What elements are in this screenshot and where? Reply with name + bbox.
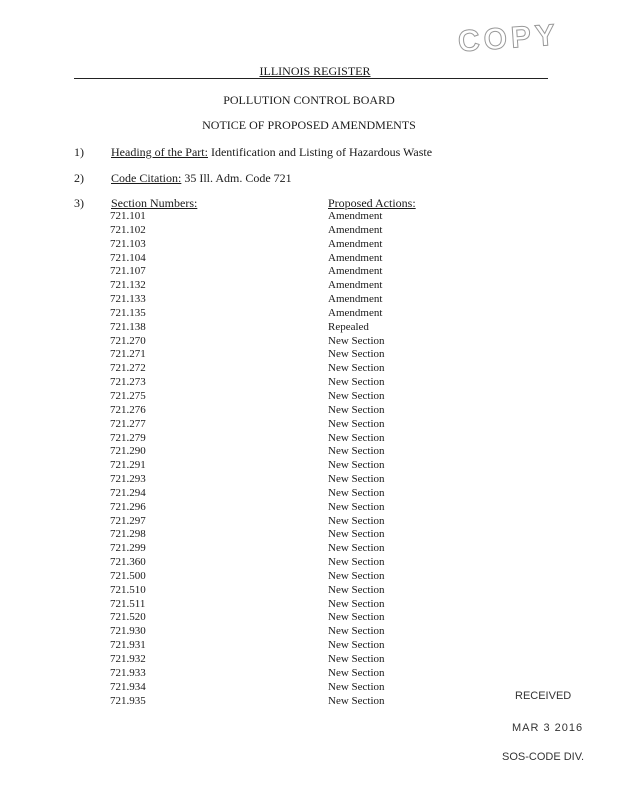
section-number: 721.298 [110, 528, 146, 541]
section-number: 721.270 [110, 334, 146, 347]
proposed-action: New Section [328, 459, 385, 472]
proposed-action: New Section [328, 680, 385, 693]
proposed-action: New Section [328, 431, 385, 444]
proposed-action: Amendment [328, 223, 383, 236]
item-number: 2) [74, 171, 84, 185]
section-number: 721.103 [110, 237, 146, 250]
section-number: 721.360 [110, 556, 146, 569]
code-citation-value: 35 Ill. Adm. Code 721 [181, 171, 292, 185]
table-row [110, 335, 430, 349]
table-row [110, 307, 430, 321]
section-number: 721.931 [110, 639, 146, 652]
section-number: 721.933 [110, 666, 146, 679]
section-number: 721.133 [110, 293, 146, 306]
table-row [110, 459, 430, 473]
table-row [110, 321, 430, 335]
table-row [110, 611, 430, 625]
section-number: 721.101 [110, 210, 146, 222]
table-row [110, 362, 430, 376]
proposed-action: New Section [328, 389, 385, 402]
notice-title: NOTICE OF PROPOSED AMENDMENTS [202, 118, 416, 132]
table-row [110, 681, 430, 695]
header-rule [74, 78, 548, 79]
section-number: 721.132 [110, 279, 146, 292]
proposed-action: New Section [328, 569, 385, 582]
proposed-action: New Section [328, 625, 385, 638]
section-number: 721.930 [110, 625, 146, 638]
table-row [110, 432, 430, 446]
table-row [110, 238, 430, 252]
section-number: 721.273 [110, 376, 146, 389]
item-number: 3) [74, 196, 84, 210]
table-row [110, 265, 430, 279]
proposed-actions-header: Proposed Actions: [328, 196, 416, 210]
table-row [110, 293, 430, 307]
section-number: 721.276 [110, 403, 146, 416]
table-row [110, 515, 430, 529]
proposed-action: New Section [328, 583, 385, 596]
proposed-action: New Section [328, 445, 385, 458]
section-number: 721.511 [110, 597, 146, 610]
proposed-action: New Section [328, 348, 385, 361]
table-row [110, 224, 430, 238]
table-row [110, 556, 430, 570]
table-row [110, 570, 430, 584]
section-numbers-header: Section Numbers: [111, 196, 198, 210]
proposed-action: New Section [328, 556, 385, 569]
proposed-action: New Section [328, 376, 385, 389]
table-row [110, 473, 430, 487]
section-number: 721.277 [110, 417, 146, 430]
table-row [110, 487, 430, 501]
table-row [110, 501, 430, 515]
table-row [110, 584, 430, 598]
section-number: 721.102 [110, 223, 146, 236]
proposed-action: Amendment [328, 293, 383, 306]
proposed-action: New Section [328, 639, 385, 652]
section-number: 721.107 [110, 265, 146, 278]
table-row [110, 252, 430, 266]
section-number: 721.291 [110, 459, 146, 472]
table-row [110, 528, 430, 542]
table-row [110, 625, 430, 639]
proposed-action: New Section [328, 403, 385, 416]
table-row [110, 348, 430, 362]
proposed-action: Amendment [328, 265, 383, 278]
section-number: 721.271 [110, 348, 146, 361]
board-name: POLLUTION CONTROL BOARD [223, 93, 395, 107]
proposed-action: New Section [328, 653, 385, 665]
section-number: 721.299 [110, 542, 146, 555]
proposed-action: Amendment [328, 279, 383, 292]
table-row [110, 598, 430, 612]
section-number: 721.510 [110, 583, 146, 596]
proposed-action: New Section [328, 500, 385, 513]
proposed-action: New Section [328, 666, 385, 679]
section-number: 721.296 [110, 500, 146, 513]
table-row [110, 695, 430, 709]
section-number: 721.279 [110, 431, 146, 444]
proposed-action: Amendment [328, 210, 383, 222]
table-row [110, 376, 430, 390]
section-number: 721.135 [110, 306, 146, 319]
proposed-action: Repealed [328, 320, 369, 333]
received-office: SOS-CODE DIV. [502, 751, 585, 763]
section-number: 721.297 [110, 514, 146, 527]
section-number: 721.272 [110, 362, 146, 375]
proposed-action: New Section [328, 694, 385, 707]
section-number: 721.290 [110, 445, 146, 458]
proposed-action: New Section [328, 473, 385, 486]
part-heading-label: Heading of the Part: [111, 145, 208, 159]
proposed-action: New Section [328, 362, 385, 375]
table-row [110, 210, 430, 224]
table-row [110, 445, 430, 459]
table-row [110, 653, 430, 667]
proposed-action: Amendment [328, 251, 383, 264]
part-heading [111, 145, 432, 160]
proposed-action: New Section [328, 417, 385, 430]
section-number: 721.520 [110, 611, 146, 624]
part-heading-value: Identification and Listing of Hazardous Waste [207, 145, 433, 159]
received-date: MAR 3 2016 [512, 722, 584, 734]
section-number: 721.934 [110, 680, 146, 693]
section-number: 721.294 [110, 486, 146, 499]
register-title: ILLINOIS REGISTER [259, 64, 371, 78]
table-row [110, 639, 430, 653]
copy-stamp: COPY [456, 18, 561, 59]
received-stamp: RECEIVED [515, 690, 572, 702]
proposed-action: Amendment [328, 306, 383, 319]
item-number: 1) [74, 145, 84, 159]
section-number: 721.935 [110, 694, 146, 707]
proposed-action: New Section [328, 486, 385, 499]
table-row [110, 279, 430, 293]
table-row [110, 390, 430, 404]
table-row [110, 667, 430, 681]
table-row [110, 418, 430, 432]
proposed-action: New Section [328, 597, 385, 610]
proposed-action: New Section [328, 611, 385, 624]
proposed-action: New Section [328, 542, 385, 555]
code-citation-label: Code Citation: [111, 171, 182, 185]
table-row [110, 404, 430, 418]
proposed-action: Amendment [328, 237, 383, 250]
code-citation [111, 171, 292, 186]
section-number: 721.932 [110, 653, 146, 665]
section-number: 721.104 [110, 251, 146, 264]
section-number: 721.500 [110, 569, 146, 582]
proposed-action: New Section [328, 528, 385, 541]
proposed-action: New Section [328, 334, 385, 347]
section-number: 721.293 [110, 473, 146, 486]
section-number: 721.275 [110, 389, 146, 402]
proposed-action: New Section [328, 514, 385, 527]
table-row [110, 542, 430, 556]
section-number: 721.138 [110, 320, 146, 333]
sections-table [110, 210, 430, 708]
